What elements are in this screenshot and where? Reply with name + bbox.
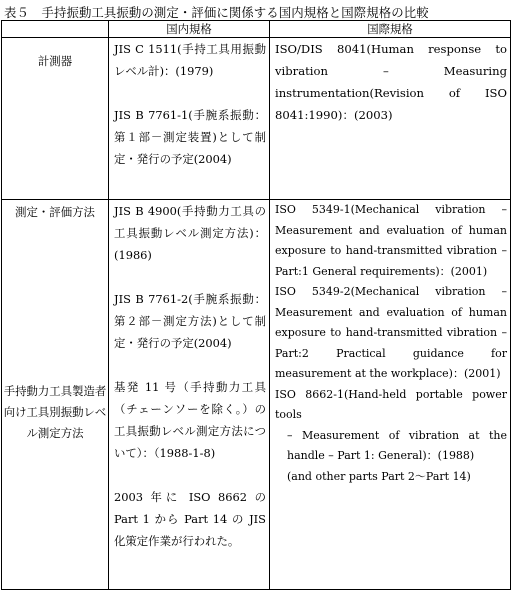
standard-entry: JIS B 7761-1(手腕系振動：第１部－測定装置)として制定・発行の予定(2004) (114, 108, 266, 166)
row-label: 計測器 (37, 54, 73, 68)
standard-entry: ISO/DIS 8041(Human response to vibration – Measuring instrumentation(Revision of ISO 8041:1990)：(2003) (275, 42, 507, 122)
domestic-cell (109, 200, 270, 590)
standard-entry: 2003 年に ISO 8662 の Part 1 から Part 14 の JIS 化策定作業が行われた。 (114, 490, 266, 548)
row-sublabel: 手持動力工具製造者向け工具別振動レベル測定方法 (3, 384, 107, 440)
header-blank (2, 21, 109, 38)
row-label-cell (2, 200, 109, 590)
standard-entry: ISO 5349-2(Mechanical vibration – Measurement and evaluation of human exposure to hand-transmitted vibration – Part:2 Practical guidance for measurement at the workplace)：(2001) (275, 285, 507, 380)
row-label: 測定・評価方法 (15, 205, 95, 219)
header-domestic: 国内規格 (109, 21, 270, 38)
standard-entry: JIS C 1511(手持工具用振動レベル計)：(1979) (114, 42, 266, 78)
table-row-instruments (2, 38, 511, 200)
international-cell (270, 38, 511, 200)
header-international: 国際規格 (270, 21, 511, 38)
international-cell (270, 200, 511, 590)
standard-entry: – Measurement of vibration at the handle – Part 1: General)：(1988) (287, 428, 507, 462)
table-row-measurement (2, 200, 511, 590)
table-caption: 表５ 手持振動工具振動の測定・評価に関係する国内規格と国際規格の比較 (4, 5, 429, 20)
standard-entry: ISO 5349-1(Mechanical vibration – Measurement and evaluation of human exposure to hand-transmitted vibration –Part:1 General requirements)：(2001) (275, 203, 507, 278)
standards-comparison-table (1, 20, 511, 590)
standard-entry: ISO 8662-1(Hand-held portable power tools (275, 387, 507, 421)
standard-entry: (and other parts Part 2～Part 14) (287, 469, 471, 483)
domestic-cell (109, 38, 270, 200)
standard-entry: JIS B 7761-2(手腕系振動：第２部－測定方法)として制定・発行の予定(2004) (114, 292, 266, 350)
row-label-cell (2, 38, 109, 200)
standard-entry: JIS B 4900(手持動力工具の工具振動レベル測定方法)：(1986) (114, 204, 266, 262)
standard-entry: 基発 11 号（手持動力工具（チェーンソーを除く。）の工具振動レベル測定方法について）：（1988-1-8) (114, 380, 266, 460)
header-row (2, 21, 511, 38)
